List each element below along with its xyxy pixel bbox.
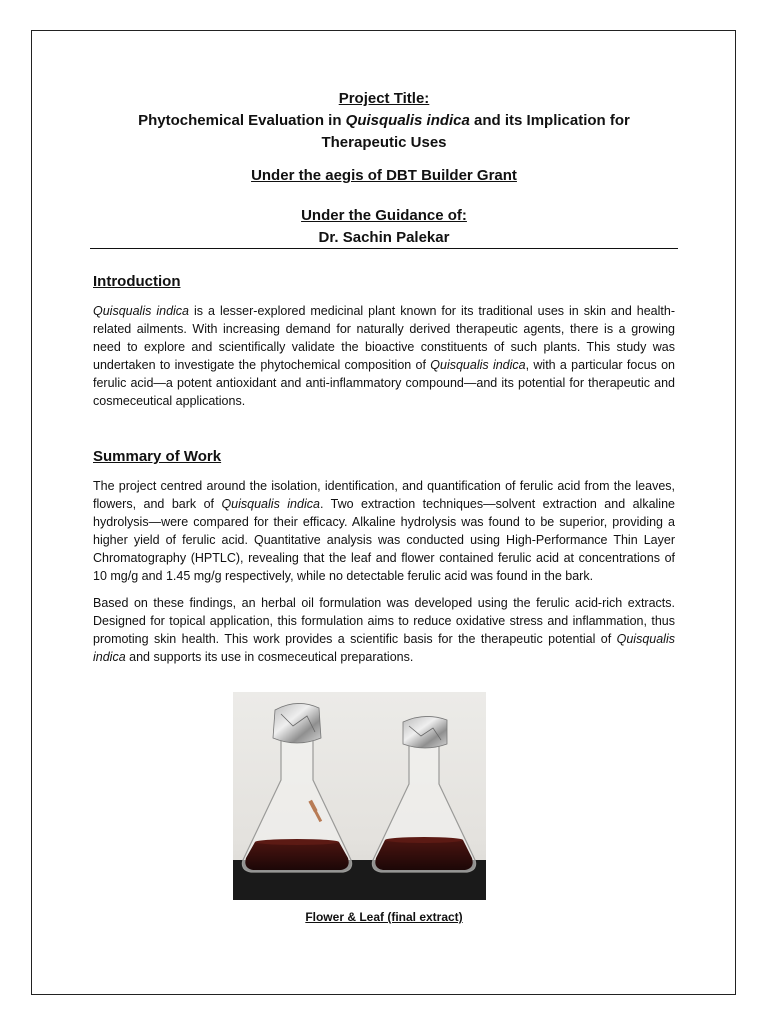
summary-paragraph-2: Based on these findings, an herbal oil formulation was developed using the ferulic acid-rich extracts. Designed for topical application, this formulation aims to reduce oxidative stress and inflammation, thus promoting skin health. This work provides a scientific basis for the therapeutic potential of Quisqualis indica and supports its use in cosmeceutical preparations. bbox=[93, 596, 675, 664]
figure-caption: Flower & Leaf (final extract) bbox=[305, 910, 463, 924]
document-header bbox=[90, 88, 678, 249]
project-title-line2: Therapeutic Uses bbox=[321, 134, 447, 151]
summary-section bbox=[93, 447, 675, 666]
guide-name: Dr. Sachin Palekar bbox=[318, 229, 450, 246]
extract-flasks-photo bbox=[233, 692, 486, 900]
species-name: Quisqualis indica bbox=[345, 112, 470, 129]
header-divider bbox=[90, 248, 678, 249]
summary-paragraph-1: The project centred around the isolation, identification, and quantification of ferulic acid from the leaves, flowers, and bark of Quisqualis indica. Two extraction techniques—solvent extraction and alkaline hydrolysis—were compared for their efficacy. Alkaline hydrolysis was found to be superior, providing a higher yield of ferulic acid. Quantitative analysis was conducted using High-Performance Thin Layer Chromatography (HPTLC), revealing that the leaf and flower contained ferulic acid at concentrations of 10 mg/g and 1.45 mg/g respectively, while no detectable ferulic acid was found in the bark. bbox=[93, 479, 675, 583]
introduction-heading: Introduction bbox=[93, 273, 181, 290]
aegis-line: Under the aegis of DBT Builder Grant bbox=[251, 167, 517, 184]
summary-heading: Summary of Work bbox=[93, 448, 222, 465]
project-title-label: Project Title: bbox=[338, 90, 430, 107]
project-title: Phytochemical Evaluation in Quisqualis indica and its Implication for bbox=[138, 112, 630, 129]
guidance-label: Under the Guidance of: bbox=[301, 207, 467, 224]
introduction-paragraph: Quisqualis indica is a lesser-explored medicinal plant known for its traditional uses in skin and health-related ailments. With increasing demand for naturally derived therapeutic agents, there is a growing need to explore and scientifically validate the bioactive constituents of such plants. This study was undertaken to investigate the phytochemical composition of Quisqualis indica, with a particular focus on ferulic acid—a potent antioxidant and anti-inflammatory compound—and its potential for therapeutic and cosmeceutical applications. bbox=[93, 304, 675, 408]
introduction-section bbox=[93, 272, 675, 410]
